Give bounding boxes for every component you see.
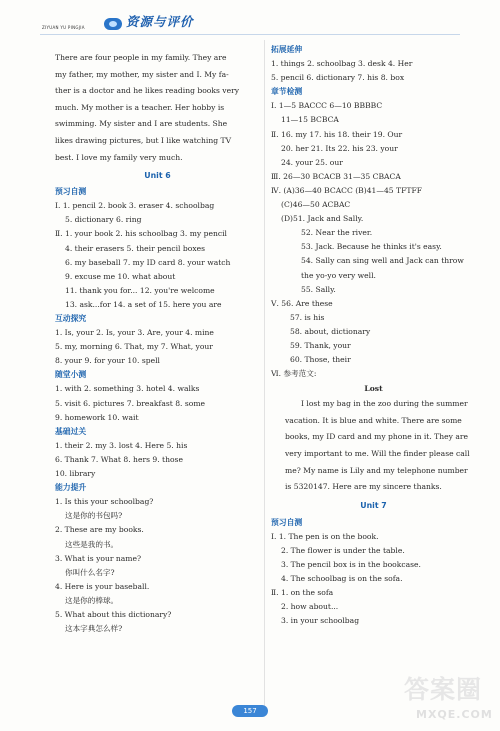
answer-line: (D)51. Jack and Sally. bbox=[281, 214, 364, 224]
unit-heading: Unit 6 bbox=[144, 171, 171, 181]
answer-line: 5. dictionary 6. ring bbox=[65, 215, 142, 225]
answer-line: 2. These are my books. bbox=[55, 525, 144, 535]
paragraph-line: swimming. My sister and I are students. She bbox=[55, 119, 228, 129]
paragraph-line: There are four people in my family. They are bbox=[55, 53, 227, 62]
essay-line: me? My name is Lily and my telephone number bbox=[285, 465, 468, 475]
answer-line: 5. visit 6. pictures 7. breakfast 8. some bbox=[55, 398, 206, 408]
family-paragraph bbox=[55, 50, 260, 166]
answer-line: 6. my baseball 7. my ID card 8. your watch bbox=[65, 257, 231, 267]
essay-line: very important to me. Will the finder please call bbox=[285, 449, 470, 459]
answer-line: the yo-yo very well. bbox=[301, 270, 376, 280]
answer-line: 1. Is this your schoolbag? bbox=[55, 497, 154, 507]
answer-line: 2. how about... bbox=[281, 602, 339, 612]
answer-line: Ⅳ. (A)36—40 BCACC (B)41—45 TFTFF bbox=[271, 185, 422, 195]
answer-line: Ⅱ. 1. your book 2. his schoolbag 3. my pencil bbox=[55, 229, 227, 239]
right-sections-2 bbox=[271, 516, 476, 629]
essay-line: I lost my bag in the zoo during the summer bbox=[301, 399, 468, 409]
answer-line: 10. library bbox=[55, 469, 96, 479]
answer-line: Ⅰ. 1—5 BACCC 6—10 BBBBC bbox=[271, 101, 383, 111]
answer-line: 11. thank you for... 12. you're welcome bbox=[65, 285, 215, 295]
watermark bbox=[404, 675, 494, 727]
paragraph-line: much. My mother is a teacher. Her hobby is bbox=[55, 102, 225, 112]
essay-title: Lost bbox=[364, 384, 383, 394]
answer-line: 1. Is, your 2. Is, your 3. Are, your 4. mine bbox=[55, 328, 214, 338]
column-divider bbox=[264, 40, 265, 712]
answer-line: 5. What about this dictionary? bbox=[55, 609, 172, 619]
answer-line: 3. What is your name? bbox=[55, 553, 142, 563]
right-sections bbox=[271, 43, 476, 381]
paragraph-line: ther is a doctor and he likes reading books very bbox=[55, 86, 239, 96]
answer-line: 55. Sally. bbox=[301, 284, 336, 294]
answer-line: 这本字典怎么样? bbox=[65, 624, 123, 634]
watermark-url: MXQE.COM bbox=[416, 708, 493, 721]
answer-line: Ⅱ. 1. on the sofa bbox=[271, 588, 334, 598]
left-sections bbox=[55, 185, 260, 636]
answer-line: 3. in your schoolbag bbox=[281, 616, 360, 626]
section-heading: 章节检测 bbox=[271, 87, 303, 97]
answer-line: 1. things 2. schoolbag 3. desk 4. Her bbox=[271, 59, 413, 69]
right-column bbox=[271, 43, 476, 629]
answer-line: Ⅵ. 参考范文: bbox=[271, 369, 317, 379]
watermark-mark: 答案圈 bbox=[404, 675, 483, 704]
answer-line: 5. my, morning 6. That, my 7. What, your bbox=[55, 342, 213, 352]
answer-line: (C)46—50 ACBAC bbox=[281, 200, 351, 210]
answer-line: 9. excuse me 10. what about bbox=[65, 271, 176, 281]
answer-line: 8. your 9. for your 10. spell bbox=[55, 356, 160, 366]
answer-line: 这些是我的书。 bbox=[65, 539, 119, 549]
answer-line: 20. her 21. Its 22. his 23. your bbox=[281, 143, 398, 153]
answer-line: 5. pencil 6. dictionary 7. his 8. box bbox=[271, 73, 405, 83]
section-heading: 随堂小测 bbox=[55, 370, 87, 380]
essay bbox=[271, 381, 476, 496]
essay-line: books, my ID card and my phone in it. They are bbox=[285, 432, 468, 442]
left-column bbox=[55, 50, 260, 636]
answer-line: 24. your 25. our bbox=[281, 157, 343, 167]
answer-line: 4. The schoolbag is on the sofa. bbox=[281, 574, 403, 584]
paragraph-line: likes drawing pictures, but I like watching TV bbox=[55, 135, 232, 145]
answer-line: 59. Thank, your bbox=[290, 340, 351, 350]
answer-line: 60. Those, their bbox=[290, 355, 351, 365]
section-heading: 拓展延伸 bbox=[271, 45, 303, 54]
answer-line: 58. about, dictionary bbox=[290, 326, 371, 336]
unit-heading: Unit 7 bbox=[360, 500, 387, 510]
answer-line: 54. Sally can sing well and Jack can throw bbox=[301, 256, 464, 266]
answer-line: 1. with 2. something 3. hotel 4. walks bbox=[55, 384, 200, 394]
answer-line: 52. Near the river. bbox=[301, 228, 373, 238]
answer-line: 53. Jack. Because he thinks it's easy. bbox=[301, 242, 442, 252]
answer-line: 13. ask...for 14. a set of 15. here you are bbox=[65, 299, 222, 309]
answer-line: Ⅴ. 56. Are these bbox=[271, 298, 333, 308]
section-heading: 预习自测 bbox=[55, 187, 87, 197]
paragraph-line: my father, my mother, my sister and I. My fa- bbox=[55, 69, 229, 79]
essay-line: is 5320147. Here are my sincere thanks. bbox=[285, 482, 442, 492]
answer-line: 57. is his bbox=[290, 312, 325, 322]
answer-line: Ⅲ. 26—30 BCACB 31—35 CBACA bbox=[271, 171, 401, 181]
answer-line: 这是你的棒球。 bbox=[65, 595, 119, 605]
section-heading: 预习自测 bbox=[271, 517, 303, 527]
page-number: 157 bbox=[232, 705, 268, 717]
answer-line: 3. The pencil box is in the bookcase. bbox=[281, 560, 421, 570]
section-heading: 能力提升 bbox=[55, 483, 87, 493]
answer-line: 这是你的书包吗? bbox=[65, 511, 123, 521]
answer-line: 你叫什么名字? bbox=[65, 567, 115, 577]
answer-line: 9. homework 10. wait bbox=[55, 412, 139, 422]
answer-line: Ⅰ. 1. The pen is on the book. bbox=[271, 531, 379, 541]
brand-pinyin: ZIYUAN YU PINGJIA bbox=[42, 25, 85, 30]
essay-line: vacation. It is blue and white. There are some bbox=[285, 415, 462, 425]
answer-line: 4. Here is your baseball. bbox=[55, 581, 150, 591]
header-divider bbox=[40, 34, 460, 35]
section-heading: 互动探究 bbox=[55, 314, 87, 323]
brand-title: 资源与评价 bbox=[126, 14, 194, 29]
paragraph-line: best. I love my family very much. bbox=[55, 152, 183, 162]
answer-line: Ⅱ. 16. my 17. his 18. their 19. Our bbox=[271, 129, 403, 139]
answer-line: 1. their 2. my 3. lost 4. Here 5. his bbox=[55, 440, 188, 450]
answer-line: 2. The flower is under the table. bbox=[281, 546, 405, 555]
answer-line: 11—15 BCBCA bbox=[281, 115, 339, 125]
answer-line: 6. Thank 7. What 8. hers 9. those bbox=[55, 454, 183, 464]
section-heading: 基础过关 bbox=[55, 426, 87, 436]
answer-line: 4. their erasers 5. their pencil boxes bbox=[65, 243, 205, 253]
page-header bbox=[40, 13, 205, 35]
brand-logo-icon bbox=[104, 18, 122, 30]
answer-line: Ⅰ. 1. pencil 2. book 3. eraser 4. schoolbag bbox=[55, 201, 215, 211]
